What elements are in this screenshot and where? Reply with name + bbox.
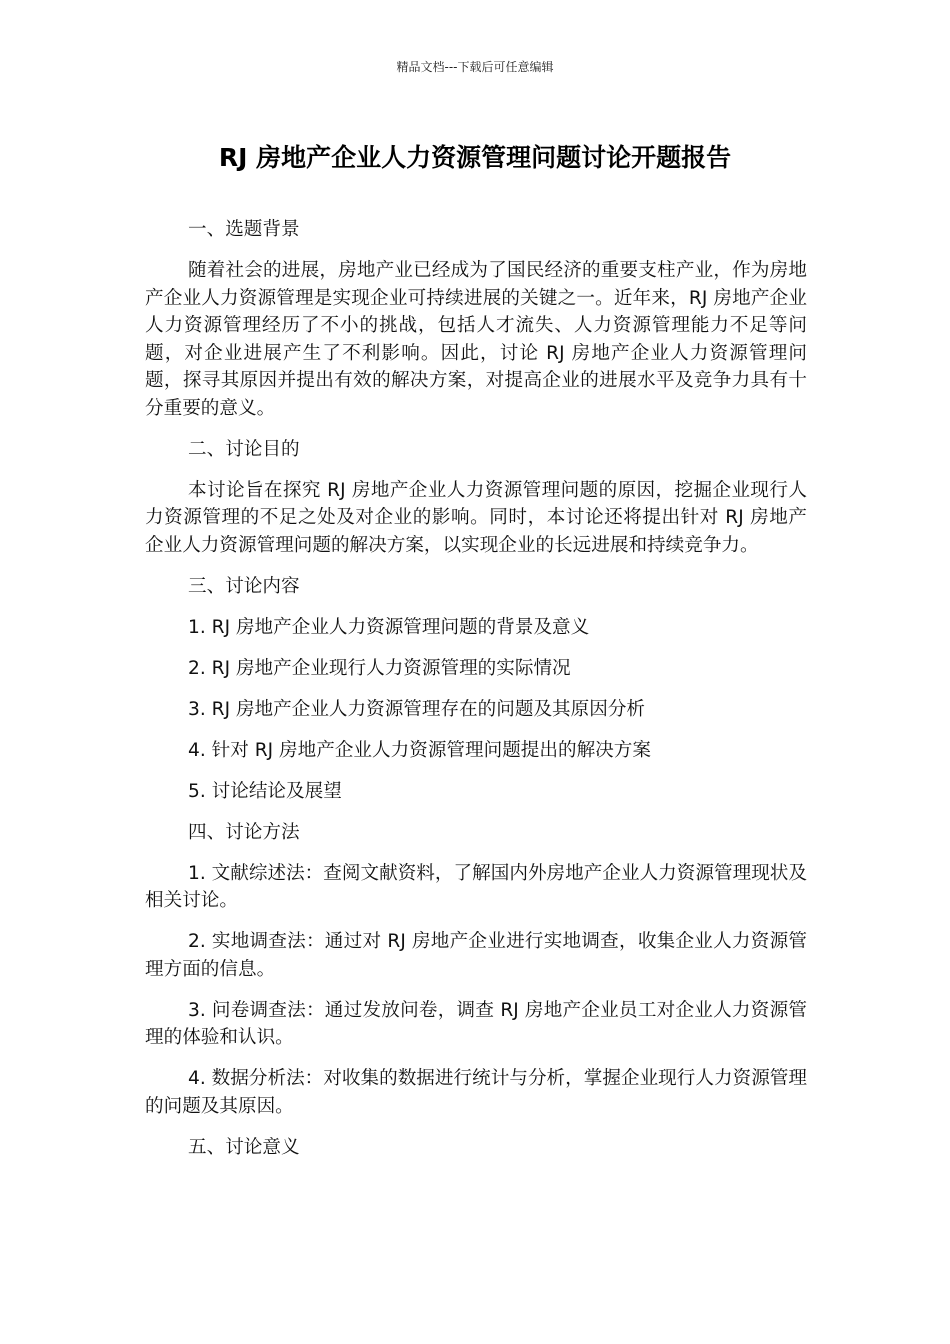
method-paragraph: 2. 实地调查法：通过对 RJ 房地产企业进行实地调查，收集企业人力资源管理方面的信息。 — [145, 931, 807, 980]
document-body — [145, 216, 807, 1175]
background-paragraph: 随着社会的进展，房地产业已经成为了国民经济的重要支柱产业，作为房地产企业人力资源管理是实现企业可持续进展的关键之一。近年来，RJ 房地产企业人力资源管理经历了不小的挑战，包括人才流失、人力资源管理能力不足等问题，对企业进展产生了不利影响。因此，讨论 RJ 房地产企业人力资源管理问题，探寻其原因并提出有效的解决方案，对提高企业的进展水平及竞争力具有十分重要的意义。 — [145, 260, 807, 419]
method-paragraph: 3. 问卷调查法：通过发放问卷，调查 RJ 房地产企业员工对企业人力资源管理的体验和认识。 — [145, 999, 807, 1048]
content-list-item: 1. RJ 房地产企业人力资源管理问题的背景及意义 — [188, 616, 590, 638]
section-heading-purpose: 二、讨论目的 — [188, 438, 300, 460]
content-list-item: 2. RJ 房地产企业现行人力资源管理的实际情况 — [188, 657, 571, 679]
method-paragraph: 1. 文献综述法：查阅文献资料，了解国内外房地产企业人力资源管理现状及相关讨论。 — [145, 862, 807, 911]
purpose-paragraph: 本讨论旨在探究 RJ 房地产企业人力资源管理问题的原因，挖掘企业现行人力资源管理的不足之处及对企业的影响。同时，本讨论还将提出针对 RJ 房地产企业人力资源管理问题的解决方案，以实现企业的长远进展和持续竞争力。 — [145, 479, 807, 556]
content-list-item: 4. 针对 RJ 房地产企业人力资源管理问题提出的解决方案 — [188, 739, 651, 761]
section-heading-methods: 四、讨论方法 — [188, 821, 300, 843]
document-title: RJ 房地产企业人力资源管理问题讨论开题报告 — [218, 143, 732, 172]
content-list-item: 3. RJ 房地产企业人力资源管理存在的问题及其原因分析 — [188, 698, 646, 720]
method-paragraph: 4. 数据分析法：对收集的数据进行统计与分析，掌握企业现行人力资源管理的问题及其原因。 — [145, 1068, 807, 1117]
header-note: 精品文档---下载后可任意编辑 — [396, 60, 554, 74]
section-heading-significance: 五、讨论意义 — [188, 1136, 300, 1158]
section-heading-content: 三、讨论内容 — [188, 575, 300, 597]
section-heading-background: 一、选题背景 — [188, 219, 300, 240]
content-list-item: 5. 讨论结论及展望 — [188, 780, 342, 802]
